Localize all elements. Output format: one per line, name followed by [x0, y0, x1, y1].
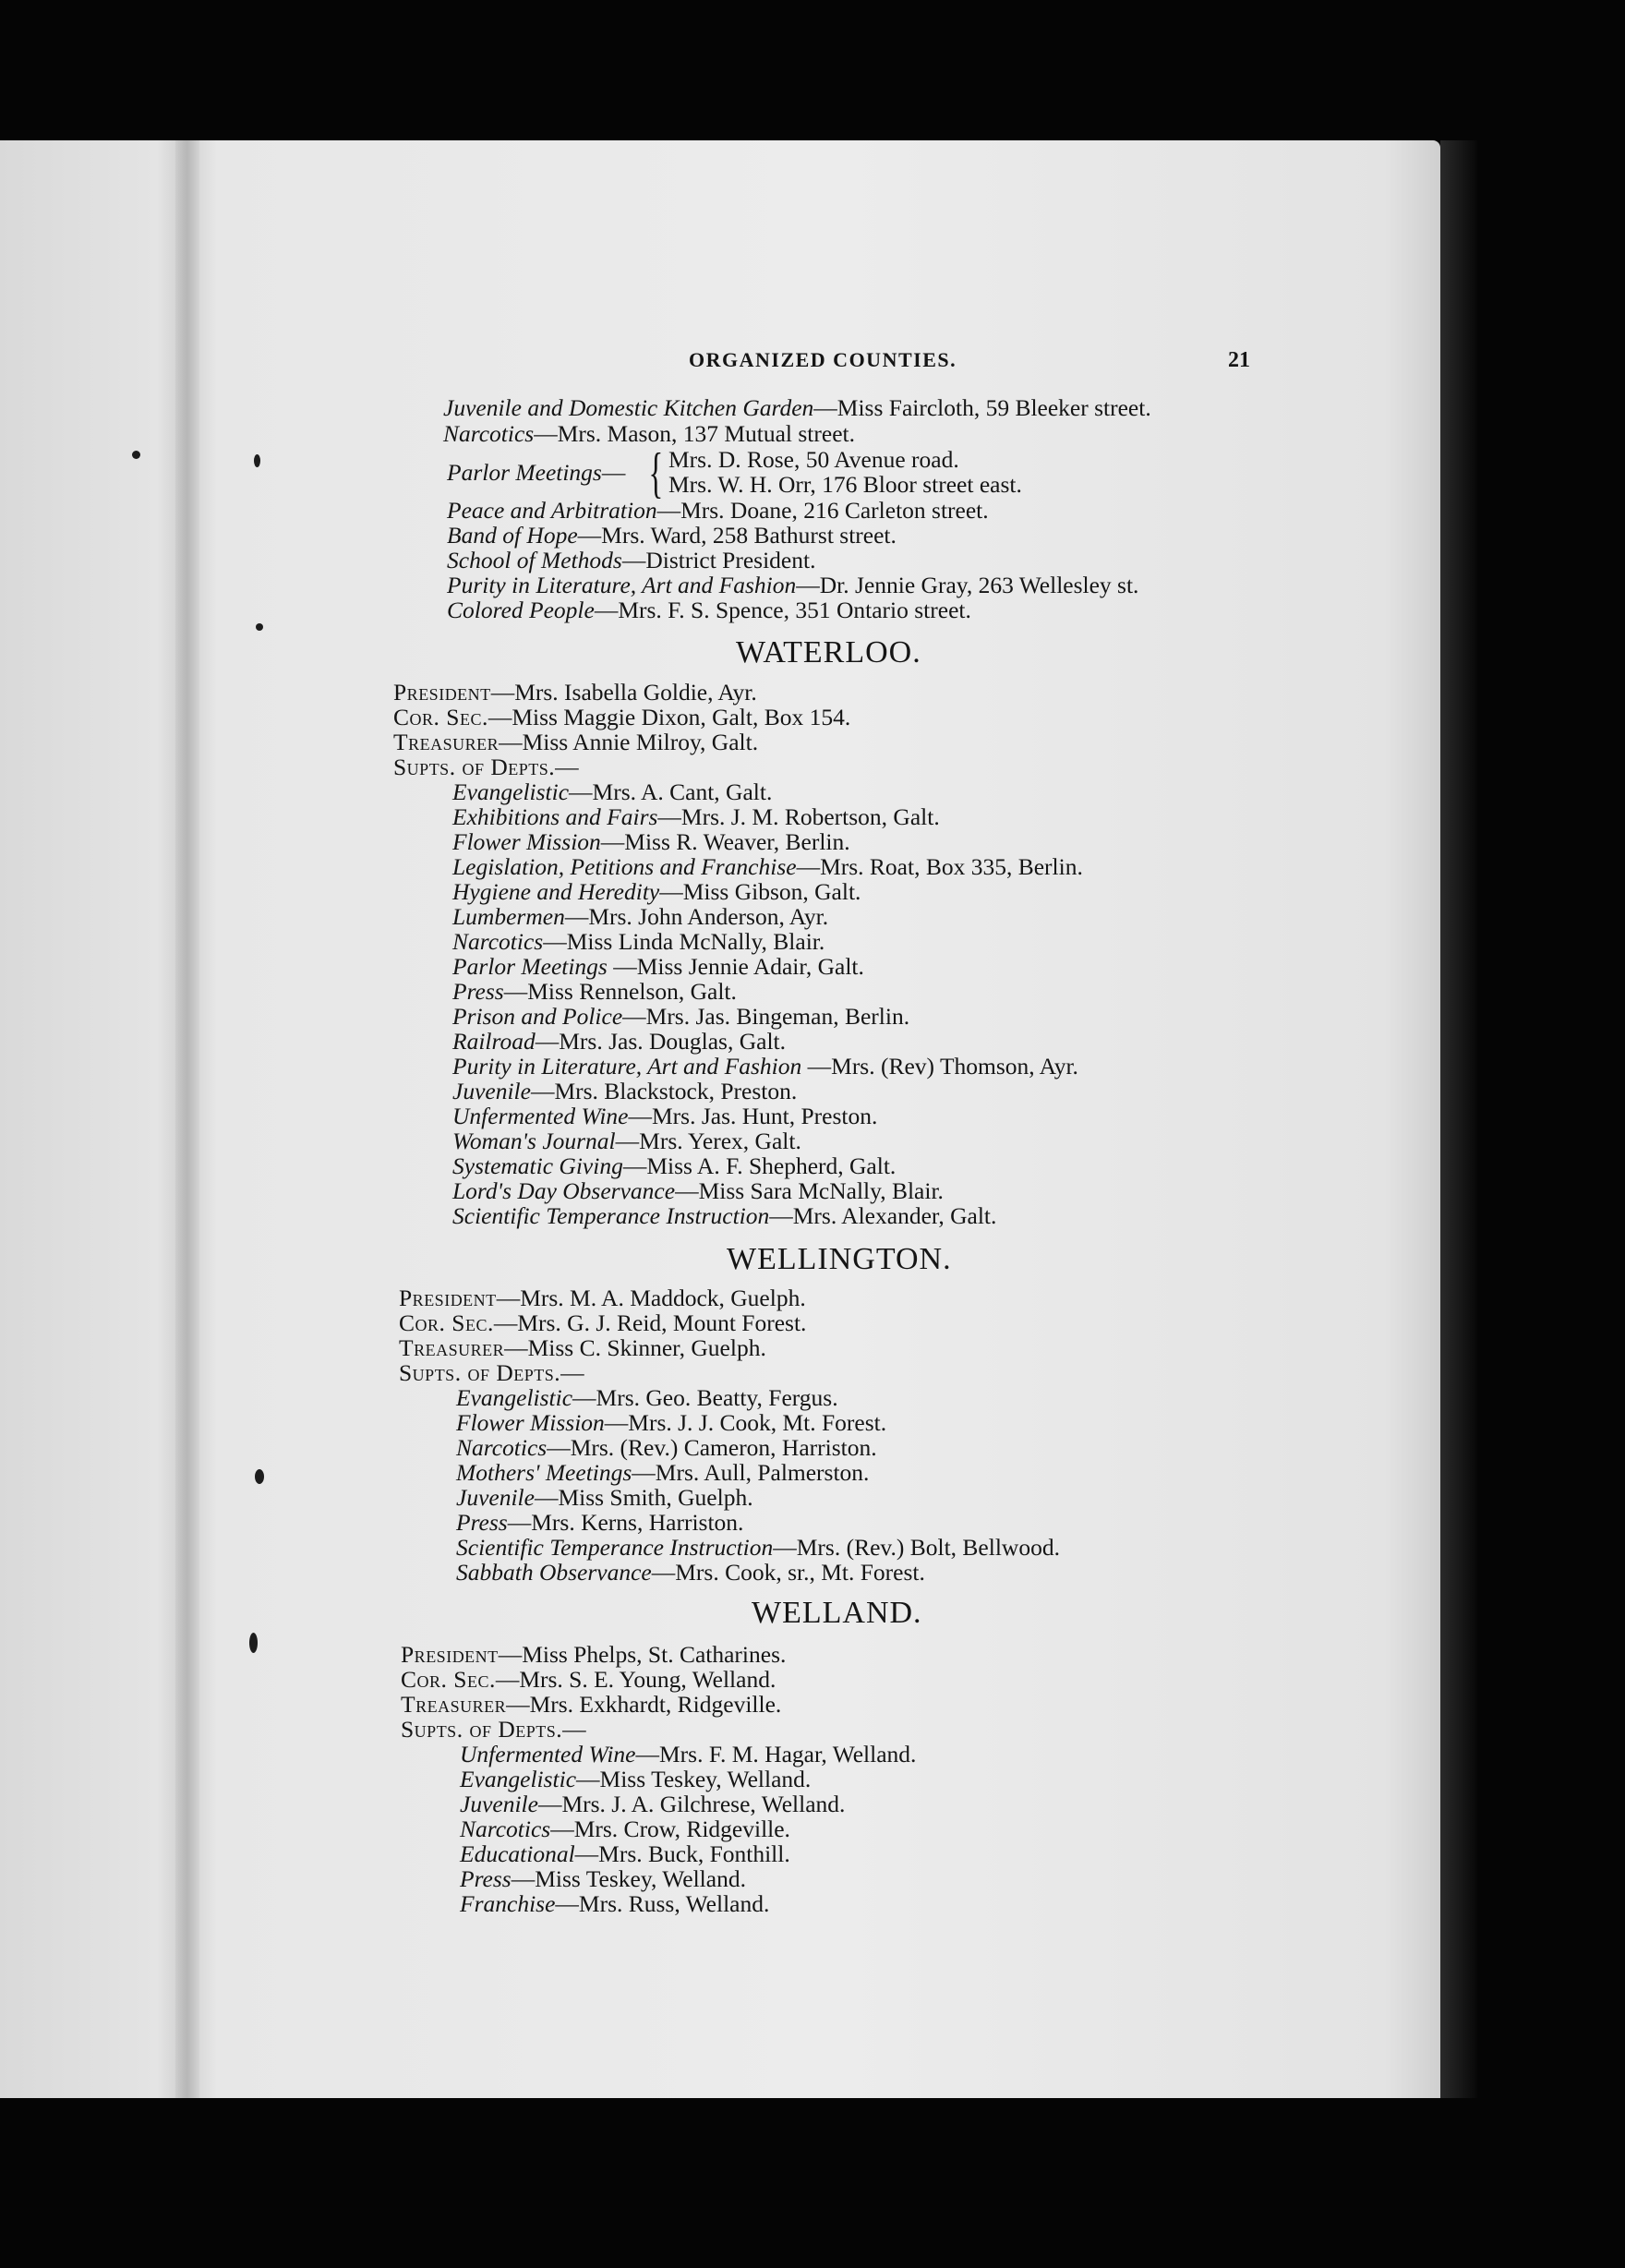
dept-person: Mrs. Jas. Bingeman, Berlin. [645, 1003, 910, 1030]
officer-entry: Treasurer—Miss Annie Milroy, Galt. [393, 729, 759, 755]
dept-person: Mrs. (Rev.) Bolt, Bellwood. [796, 1534, 1060, 1561]
dept-name: Press [452, 978, 504, 1005]
dept-name: Hygiene and Heredity [452, 878, 660, 905]
dept-name: Press [456, 1509, 508, 1536]
dept-entry: Purity in Literature, Art and Fashion —Mrs. (Rev) Thomson, Ayr. [452, 1053, 1078, 1080]
dept-person: Miss Rennelson, Galt. [527, 978, 737, 1005]
dept-name: Parlor Meetings [452, 953, 608, 980]
dept-entry: Flower Mission—Miss R. Weaver, Berlin. [452, 828, 850, 855]
dept-entry: Flower Mission—Mrs. J. J. Cook, Mt. Forest. [456, 1409, 887, 1436]
dept-entry: Hygiene and Heredity—Miss Gibson, Galt. [452, 878, 861, 905]
supts-label: Supts. of Depts.— [399, 1359, 585, 1386]
dept-person: Miss Faircloth, 59 Bleeker street. [837, 394, 1151, 421]
dept-name: Flower Mission [452, 828, 601, 855]
dept-entry: Narcotics—Mrs. (Rev.) Cameron, Harriston. [456, 1434, 877, 1461]
dept-entry: Press—Miss Teskey, Welland. [460, 1865, 746, 1892]
dept-entry: Scientific Temperance Instruction—Mrs. (Rev.) Bolt, Bellwood. [456, 1534, 1060, 1561]
dept-name: Evangelistic [452, 778, 570, 805]
dept-name: Lumbermen [452, 903, 565, 930]
dept-person: Mrs. John Anderson, Ayr. [588, 903, 829, 930]
dept-person: Mrs. Cook, sr., Mt. Forest. [675, 1559, 925, 1586]
dept-person: Mrs. Ward, 258 Bathurst street. [601, 522, 897, 549]
dept-name: Unfermented Wine [460, 1741, 636, 1767]
dept-entry: Franchise—Mrs. Russ, Welland. [460, 1890, 770, 1917]
dept-name: Press [460, 1865, 512, 1892]
dept-name: Purity in Literature, Art and Fashion [452, 1053, 802, 1080]
dept-name: Educational [460, 1840, 575, 1867]
dept-entry: Narcotics—Mrs. Mason, 137 Mutual street. [443, 420, 855, 447]
dept-entry: Press—Miss Rennelson, Galt. [452, 978, 737, 1005]
dept-name: Unfermented Wine [452, 1103, 629, 1129]
ink-speck [255, 1469, 264, 1484]
officer-entry: Treasurer—Miss C. Skinner, Guelph. [399, 1334, 766, 1361]
dept-person: Mrs. Roat, Box 335, Berlin. [820, 853, 1083, 880]
officer-entry: President—Miss Phelps, St. Catharines. [401, 1641, 787, 1668]
dept-name: Narcotics [443, 420, 535, 447]
officer-role: President [401, 1641, 499, 1668]
dept-name: Narcotics [460, 1816, 551, 1842]
officer-person: Miss Maggie Dixon, Galt, Box 154. [512, 704, 851, 730]
dept-name: Woman's Journal [452, 1128, 616, 1154]
dept-person: Mrs. Russ, Welland. [578, 1890, 770, 1917]
officer-person: Mrs. M. A. Maddock, Guelph. [520, 1285, 806, 1311]
dept-person: District President. [645, 547, 816, 573]
dept-entry: Legislation, Petitions and Franchise—Mrs. Roat, Box 335, Berlin. [452, 853, 1083, 880]
dept-person: Miss Teskey, Welland. [535, 1865, 746, 1892]
dept-name: Parlor Meetings [447, 459, 602, 486]
dept-name: Systematic Giving [452, 1152, 623, 1179]
dept-name: Narcotics [456, 1434, 548, 1461]
officer-role: Treasurer [401, 1691, 507, 1718]
dept-person: Mrs. W. H. Orr, 176 Bloor street east. [668, 471, 1022, 498]
officer-person: Mrs. Isabella Goldie, Ayr. [514, 679, 757, 706]
dept-entry: Lord's Day Observance—Miss Sara McNally, Blair. [452, 1177, 944, 1204]
dept-person: Miss Smith, Guelph. [558, 1484, 753, 1511]
county-heading: WELLINGTON. [727, 1242, 952, 1276]
officer-role: President [399, 1285, 497, 1311]
dept-entry: Prison and Police—Mrs. Jas. Bingeman, Berlin. [452, 1003, 910, 1030]
dept-name: Evangelistic [456, 1384, 573, 1411]
officer-role: President [393, 679, 491, 706]
dept-person: Mrs. Doane, 216 Carleton street. [680, 497, 989, 524]
officer-role: Treasurer [393, 729, 500, 755]
dept-person: Mrs. Yerex, Galt. [639, 1128, 801, 1154]
officer-entry: President—Mrs. Isabella Goldie, Ayr. [393, 679, 757, 706]
dept-name: Juvenile [460, 1791, 538, 1817]
dept-entry: Educational—Mrs. Buck, Fonthill. [460, 1840, 790, 1867]
dept-entry: Railroad—Mrs. Jas. Douglas, Galt. [452, 1028, 787, 1055]
ink-speck [254, 454, 260, 467]
officer-entry: Treasurer—Mrs. Exkhardt, Ridgeville. [401, 1691, 782, 1718]
dept-name: Colored People [447, 597, 595, 623]
dept-person: Mrs. D. Rose, 50 Avenue road. [668, 446, 959, 473]
officer-role: Treasurer [399, 1334, 505, 1361]
brace: { [648, 442, 664, 503]
dept-entry: Band of Hope—Mrs. Ward, 258 Bathurst street. [447, 522, 897, 549]
dept-name: Sabbath Observance [456, 1559, 652, 1586]
dept-entry: Systematic Giving—Miss A. F. Shepherd, Galt. [452, 1152, 897, 1179]
dept-person: Miss Gibson, Galt. [682, 878, 861, 905]
dept-person: Mrs. Geo. Beatty, Fergus. [596, 1384, 838, 1411]
officer-entry: President—Mrs. M. A. Maddock, Guelph. [399, 1285, 806, 1311]
dept-name: Lord's Day Observance [452, 1177, 676, 1204]
dept-person: Mrs. F. S. Spence, 351 Ontario street. [618, 597, 971, 623]
page-edge-shadow [1440, 140, 1477, 2098]
dept-person: Mrs. Buck, Fonthill. [598, 1840, 790, 1867]
officer-role: Cor. Sec. [401, 1666, 496, 1693]
supts-label: Supts. of Depts.— [401, 1716, 587, 1743]
dept-entry: Juvenile—Mrs. Blackstock, Preston. [452, 1078, 798, 1104]
dept-name: Railroad [452, 1028, 536, 1055]
dept-name: Juvenile and Domestic Kitchen Garden [443, 394, 814, 421]
dept-name: Juvenile [452, 1078, 531, 1104]
dept-person: Miss Sara McNally, Blair. [698, 1177, 944, 1204]
dept-entry: Evangelistic—Mrs. Geo. Beatty, Fergus. [456, 1384, 838, 1411]
dept-entry: Parlor Meetings— [447, 459, 626, 486]
dept-person: Mrs. J. J. Cook, Mt. Forest. [628, 1409, 887, 1436]
dept-name: Flower Mission [456, 1409, 605, 1436]
dept-person: Mrs. (Rev.) Cameron, Harriston. [570, 1434, 877, 1461]
dept-name: Narcotics [452, 928, 544, 955]
dept-person: Miss R. Weaver, Berlin. [624, 828, 850, 855]
county-heading: WATERLOO. [736, 635, 921, 670]
dept-person: Miss Linda McNally, Blair. [566, 928, 825, 955]
dept-person: Mrs. J. A. Gilchrese, Welland. [561, 1791, 846, 1817]
dept-entry: Peace and Arbitration—Mrs. Doane, 216 Carleton street. [447, 497, 989, 524]
ink-speck [249, 1633, 258, 1653]
page-gutter [175, 140, 199, 2098]
dept-name: Exhibitions and Fairs [452, 803, 658, 830]
dept-entry: Juvenile—Miss Smith, Guelph. [456, 1484, 753, 1511]
dept-entry: Narcotics—Mrs. Crow, Ridgeville. [460, 1816, 790, 1842]
dept-entry: Press—Mrs. Kerns, Harriston. [456, 1509, 744, 1536]
dept-entry: Sabbath Observance—Mrs. Cook, sr., Mt. Forest. [456, 1559, 925, 1586]
dept-entry: Colored People—Mrs. F. S. Spence, 351 Ontario street. [447, 597, 971, 623]
dept-entry: Woman's Journal—Mrs. Yerex, Galt. [452, 1128, 801, 1154]
dept-entry: Unfermented Wine—Mrs. F. M. Hagar, Welland. [460, 1741, 917, 1767]
dept-person: Mrs. Crow, Ridgeville. [573, 1816, 790, 1842]
officer-entry: Cor. Sec.—Mrs. G. J. Reid, Mount Forest. [399, 1309, 807, 1336]
officer-person: Miss Annie Milroy, Galt. [522, 729, 759, 755]
dept-person: Miss A. F. Shepherd, Galt. [646, 1152, 897, 1179]
officer-entry: Cor. Sec.—Mrs. S. E. Young, Welland. [401, 1666, 776, 1693]
dept-person: Mrs. Alexander, Galt. [792, 1202, 997, 1229]
dept-name: Scientific Temperance Instruction [452, 1202, 770, 1229]
supts-label: Supts. of Depts.— [393, 754, 580, 780]
officer-role: Cor. Sec. [393, 704, 488, 730]
ink-speck [256, 623, 263, 631]
dept-entry: Exhibitions and Fairs—Mrs. J. M. Robertson, Galt. [452, 803, 940, 830]
officer-person: Mrs. G. J. Reid, Mount Forest. [517, 1309, 807, 1336]
officer-person: Mrs. S. E. Young, Welland. [519, 1666, 776, 1693]
dept-person: Mrs. Aull, Palmerston. [655, 1459, 870, 1486]
officer-person: Miss C. Skinner, Guelph. [527, 1334, 766, 1361]
dept-entry: Unfermented Wine—Mrs. Jas. Hunt, Preston. [452, 1103, 878, 1129]
dept-entry: Narcotics—Miss Linda McNally, Blair. [452, 928, 825, 955]
dept-entry: Evangelistic—Miss Teskey, Welland. [460, 1766, 812, 1792]
dept-person: Mrs. Blackstock, Preston. [554, 1078, 798, 1104]
dept-name: Purity in Literature, Art and Fashion [447, 572, 797, 598]
dept-name: Legislation, Petitions and Franchise [452, 853, 797, 880]
dept-name: Band of Hope [447, 522, 578, 549]
ink-speck [132, 451, 140, 459]
dept-name: Mothers' Meetings [456, 1459, 632, 1486]
dept-entry: Mothers' Meetings—Mrs. Aull, Palmerston. [456, 1459, 870, 1486]
dept-name: Scientific Temperance Instruction [456, 1534, 774, 1561]
dept-person: Mrs. Kerns, Harriston. [531, 1509, 744, 1536]
dept-name: Prison and Police [452, 1003, 623, 1030]
dept-name: Juvenile [456, 1484, 535, 1511]
dept-person: Mrs. Jas. Hunt, Preston. [652, 1103, 878, 1129]
dept-entry: Scientific Temperance Instruction—Mrs. Alexander, Galt. [452, 1202, 997, 1229]
dept-person: Mrs. Mason, 137 Mutual street. [557, 420, 855, 447]
dept-person: Mrs. (Rev) Thomson, Ayr. [831, 1053, 1078, 1080]
dept-entry: Juvenile—Mrs. J. A. Gilchrese, Welland. [460, 1791, 846, 1817]
officer-role: Cor. Sec. [399, 1309, 494, 1336]
dept-entry: School of Methods—District President. [447, 547, 816, 573]
running-head-title: ORGANIZED COUNTIES. [689, 348, 957, 371]
dept-person: Mrs. Jas. Douglas, Galt. [559, 1028, 787, 1055]
dept-name: Evangelistic [460, 1766, 577, 1792]
officer-person: Miss Phelps, St. Catharines. [522, 1641, 787, 1668]
dept-person: Miss Teskey, Welland. [599, 1766, 812, 1792]
dept-name: Peace and Arbitration [447, 497, 657, 524]
dept-person: Mrs. F. M. Hagar, Welland. [659, 1741, 917, 1767]
officer-person: Mrs. Exkhardt, Ridgeville. [529, 1691, 782, 1718]
dept-entry: Purity in Literature, Art and Fashion—Dr. Jennie Gray, 263 Wellesley st. [447, 572, 1139, 598]
dept-name: School of Methods [447, 547, 622, 573]
dept-person: Mrs. A. Cant, Galt. [592, 778, 773, 805]
dept-entry: Parlor Meetings —Miss Jennie Adair, Galt. [452, 953, 864, 980]
dept-entry: Juvenile and Domestic Kitchen Garden—Miss Faircloth, 59 Bleeker street. [443, 394, 1151, 421]
officer-entry: Cor. Sec.—Miss Maggie Dixon, Galt, Box 154. [393, 704, 851, 730]
page-number: 21 [1228, 348, 1250, 372]
dept-person: Mrs. J. M. Robertson, Galt. [680, 803, 940, 830]
dept-person: Dr. Jennie Gray, 263 Wellesley st. [819, 572, 1139, 598]
dept-name: Franchise [460, 1890, 556, 1917]
dept-entry: Lumbermen—Mrs. John Anderson, Ayr. [452, 903, 829, 930]
dept-person: Miss Jennie Adair, Galt. [636, 953, 864, 980]
county-heading: WELLAND. [752, 1596, 922, 1630]
dept-entry: Evangelistic—Mrs. A. Cant, Galt. [452, 778, 773, 805]
